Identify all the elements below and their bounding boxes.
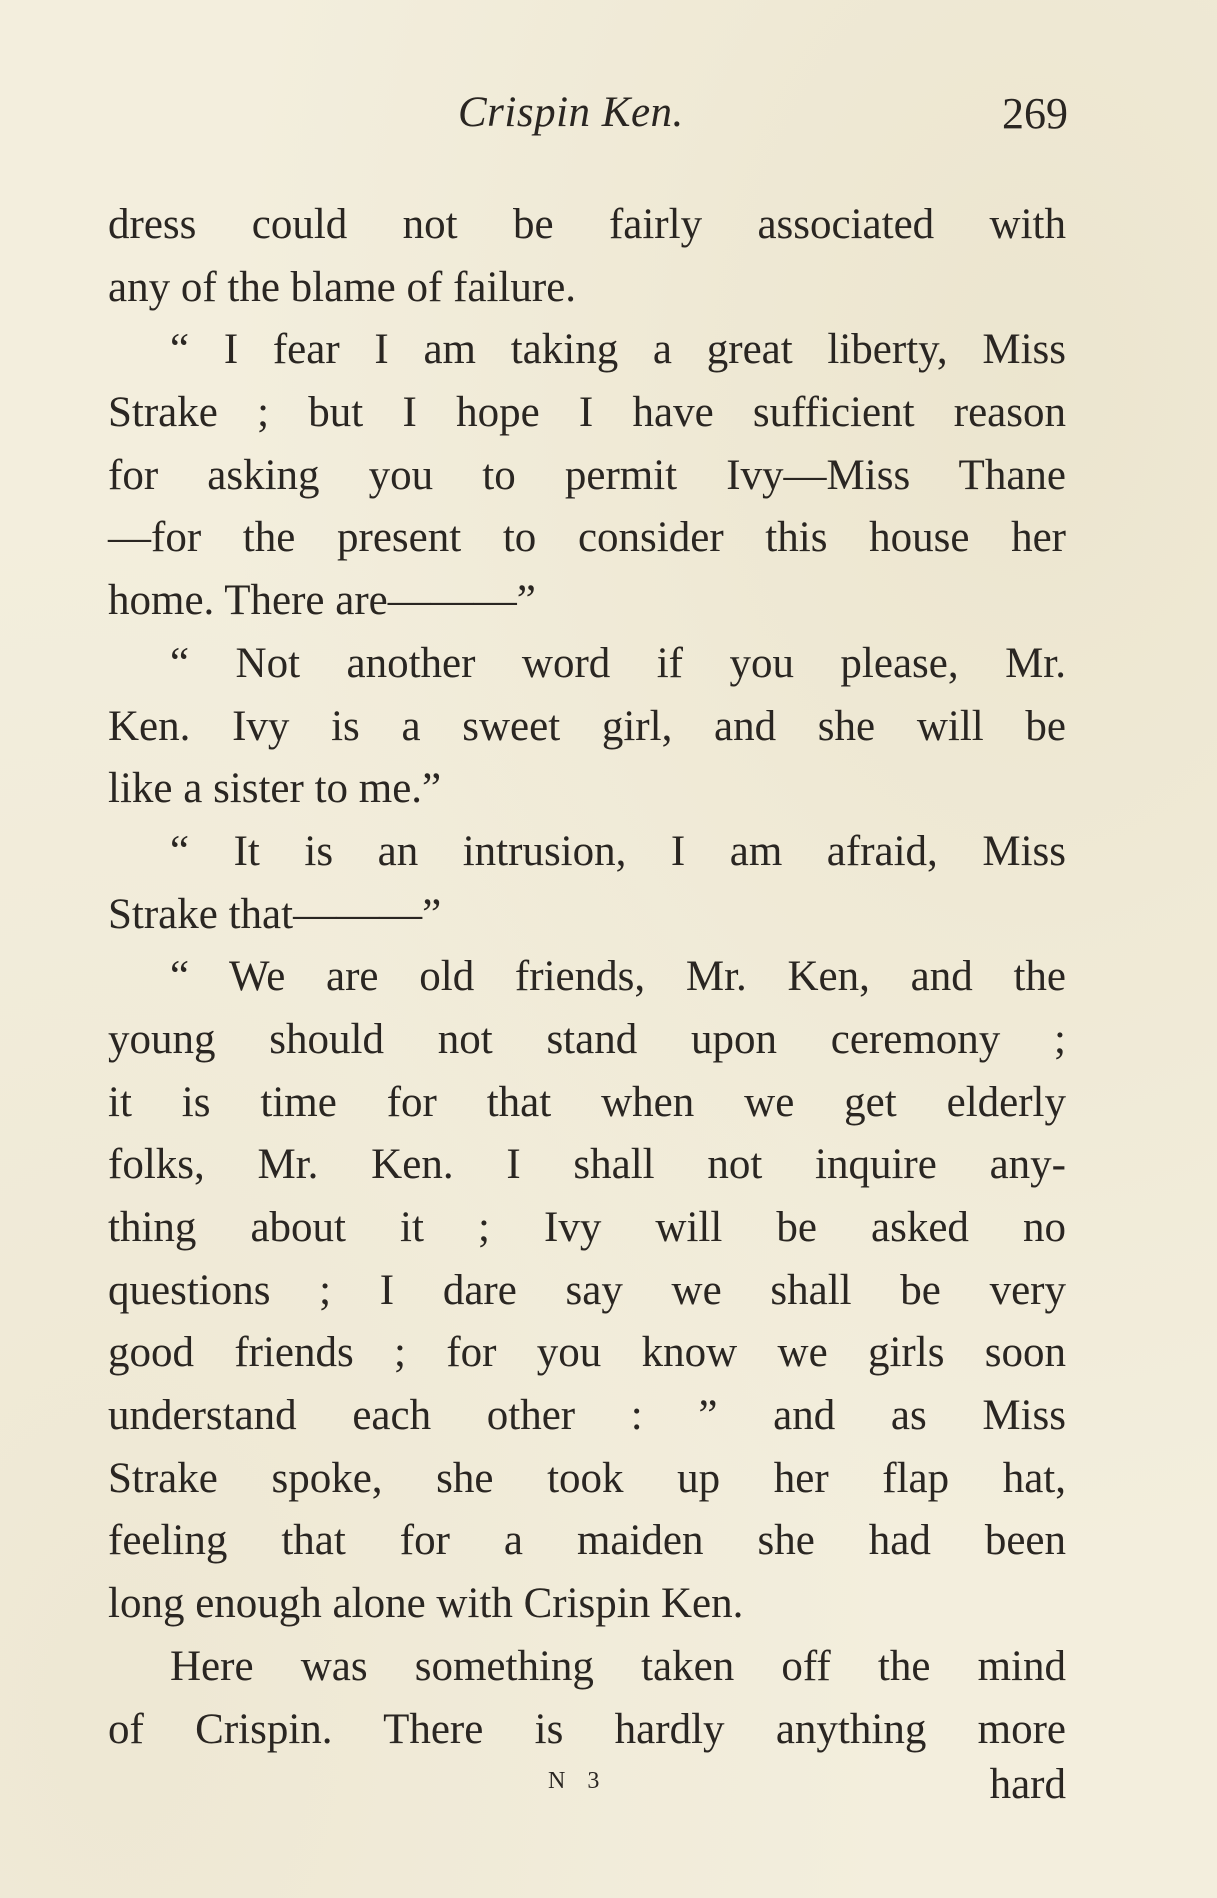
text-line: feeling that for a maiden she had been [108, 1517, 1066, 1565]
signature-mark: N 3 [548, 1768, 608, 1794]
text-line: “ It is an intrusion, I am afraid, Miss [170, 827, 1066, 875]
text-line: —for the present to consider this house her [108, 514, 1066, 562]
text-line: Strake that———” [108, 890, 442, 938]
text-line: Strake spoke, she took up her flap hat, [108, 1454, 1066, 1502]
text-line: thing about it ; Ivy will be asked no [108, 1204, 1066, 1251]
text-line: “ Not another word if you please, Mr. [170, 639, 1066, 687]
text-line: it is time for that when we get elderly [108, 1078, 1066, 1126]
text-line: “ We are old friends, Mr. Ken, and the [170, 953, 1066, 1001]
text-line: understand each other : ” and as Miss [108, 1392, 1066, 1440]
catchword: hard [989, 1761, 1066, 1808]
text-line: questions ; I dare say we shall be very [108, 1266, 1066, 1314]
running-title: Crispin Ken. [458, 89, 684, 136]
text-line: long enough alone with Crispin Ken. [108, 1580, 744, 1628]
page-number: 269 [1002, 89, 1068, 138]
text-line: Strake ; but I hope I have sufficient reason [108, 389, 1066, 437]
page-footer [108, 1760, 1066, 1820]
text-line: Ken. Ivy is a sweet girl, and she will be [108, 702, 1066, 750]
page-header [108, 88, 1068, 148]
text-line: young should not stand upon ceremony ; [108, 1015, 1066, 1063]
text-line: Here was something taken off the mind [170, 1642, 1066, 1690]
text-line: any of the blame of failure. [108, 263, 577, 311]
text-line: of Crispin. There is hardly anything more [108, 1705, 1066, 1753]
text-line: good friends ; for you know we girls soon [108, 1329, 1066, 1377]
text-line: home. There are———” [108, 577, 536, 625]
text-line: folks, Mr. Ken. I shall not inquire any- [108, 1141, 1066, 1189]
text-line: “ I fear I am taking a great liberty, Miss [170, 326, 1066, 374]
text-line: for asking you to permit Ivy—Miss Thane [108, 451, 1066, 499]
text-body [108, 194, 1066, 1761]
text-line: like a sister to me.” [108, 765, 442, 813]
text-line: dress could not be fairly associated with [108, 201, 1066, 248]
